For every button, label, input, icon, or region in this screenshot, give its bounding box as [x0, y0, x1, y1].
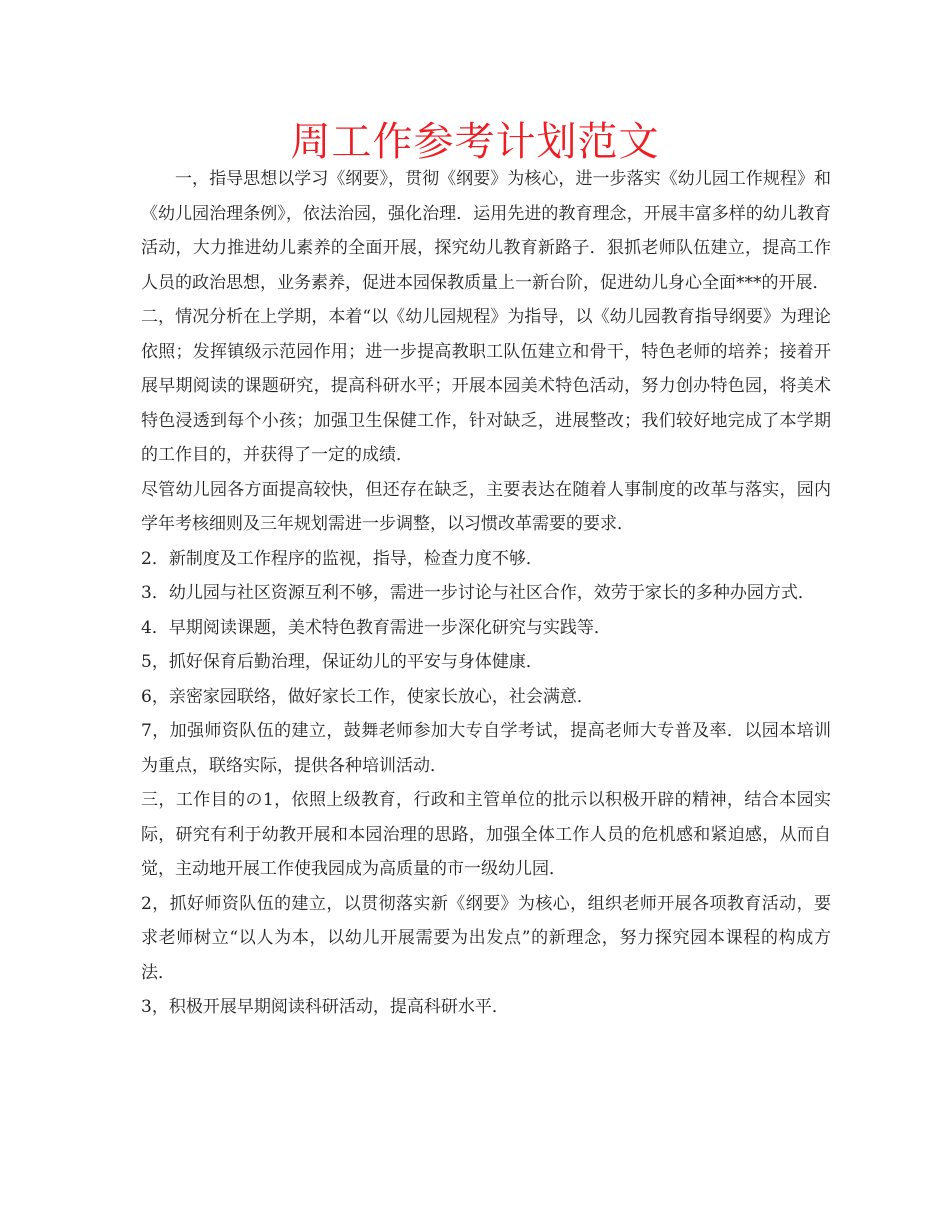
paragraph-work-goals-2: 2，抓好师资队伍的建立，以贯彻落实新《纲要》为核心，组织老师开展各项教育活动，要求老师树立“以人为本，以幼儿开展需要为出发点”的新理念，努力探究园本课程的构成方法．	[141, 893, 831, 983]
paragraph-work-goals-1: 三，工作目的の1，依照上级教育，行政和主管单位的批示以积极开辟的精神，结合本园实际，研究有利于幼教开展和本园治理的思路，加强全体工作人员的危机感和紧迫感，从而自觉，主动地开展工作使我园成为高质量的市一级幼儿园．	[141, 790, 831, 879]
list-item-2: 2．新制度及工作程序的监视，指导，检查力度不够．	[141, 548, 543, 569]
paragraph-guiding-ideology: 一，指导思想以学习《纲要》，贯彻《纲要》为核心，进一步落实《幼儿园工作规程》和《幼儿园治理条例》，依法治园，强化治理．运用先进的教育理念，开展丰富多样的幼儿教育活动，大力推进幼儿素养的全面开展，探究幼儿教育新路子．狠抓老师队伍建立，提高工作人员的政治思想，业务素养，促进本园保教质量上一新台阶，促进幼儿身心全面***的开展．	[141, 169, 831, 293]
list-item-4: 4．早期阅读课题，美术特色教育需进一步深化研究与实践等．	[141, 617, 611, 638]
list-item-6: 6，亲密家园联络，做好家长工作，使家长放心，社会满意．	[141, 686, 594, 707]
paragraph-situation-analysis: 二，情况分析在上学期，本着“以《幼儿园规程》为指导，以《幼儿园教育指导纲要》为理论依照；发挥镇级示范园作用；进一步提高教职工队伍建立和骨干，特色老师的培养；接着开展早期阅读的课题研究，提高科研水平；开展本园美术特色活动，努力创办特色园，将美术特色浸透到每个小孩；加强卫生保健工作，针对缺乏，进展整改；我们较好地完成了本学期的工作目的，并获得了一定的成绩．	[141, 307, 831, 465]
paragraph-work-goals-3: 3，积极开展早期阅读科研活动，提高科研水平．	[141, 997, 509, 1017]
document-title: 周工作参考计划范文	[290, 119, 660, 165]
list-item-3: 3．幼儿园与社区资源互利不够，需进一步讨论与社区合作，效劳于家长的多种办园方式．	[141, 583, 815, 603]
paragraph-shortcomings: 尽管幼儿园各方面提高较快，但还存在缺乏，主要表达在随着人事制度的改革与落实，园内学年考核细则及三年规划需进一步调整，以习惯改革需要的要求．	[141, 479, 831, 534]
list-item-5: 5，抓好保育后勤治理，保证幼儿的平安与身体健康．	[141, 652, 543, 672]
document-body	[141, 162, 831, 1025]
list-item-7: 7，加强师资队伍的建立，鼓舞老师参加大专自学考试，提高老师大专普及率．以园本培训为重点，联络实际，提供各种培训活动．	[141, 721, 831, 776]
